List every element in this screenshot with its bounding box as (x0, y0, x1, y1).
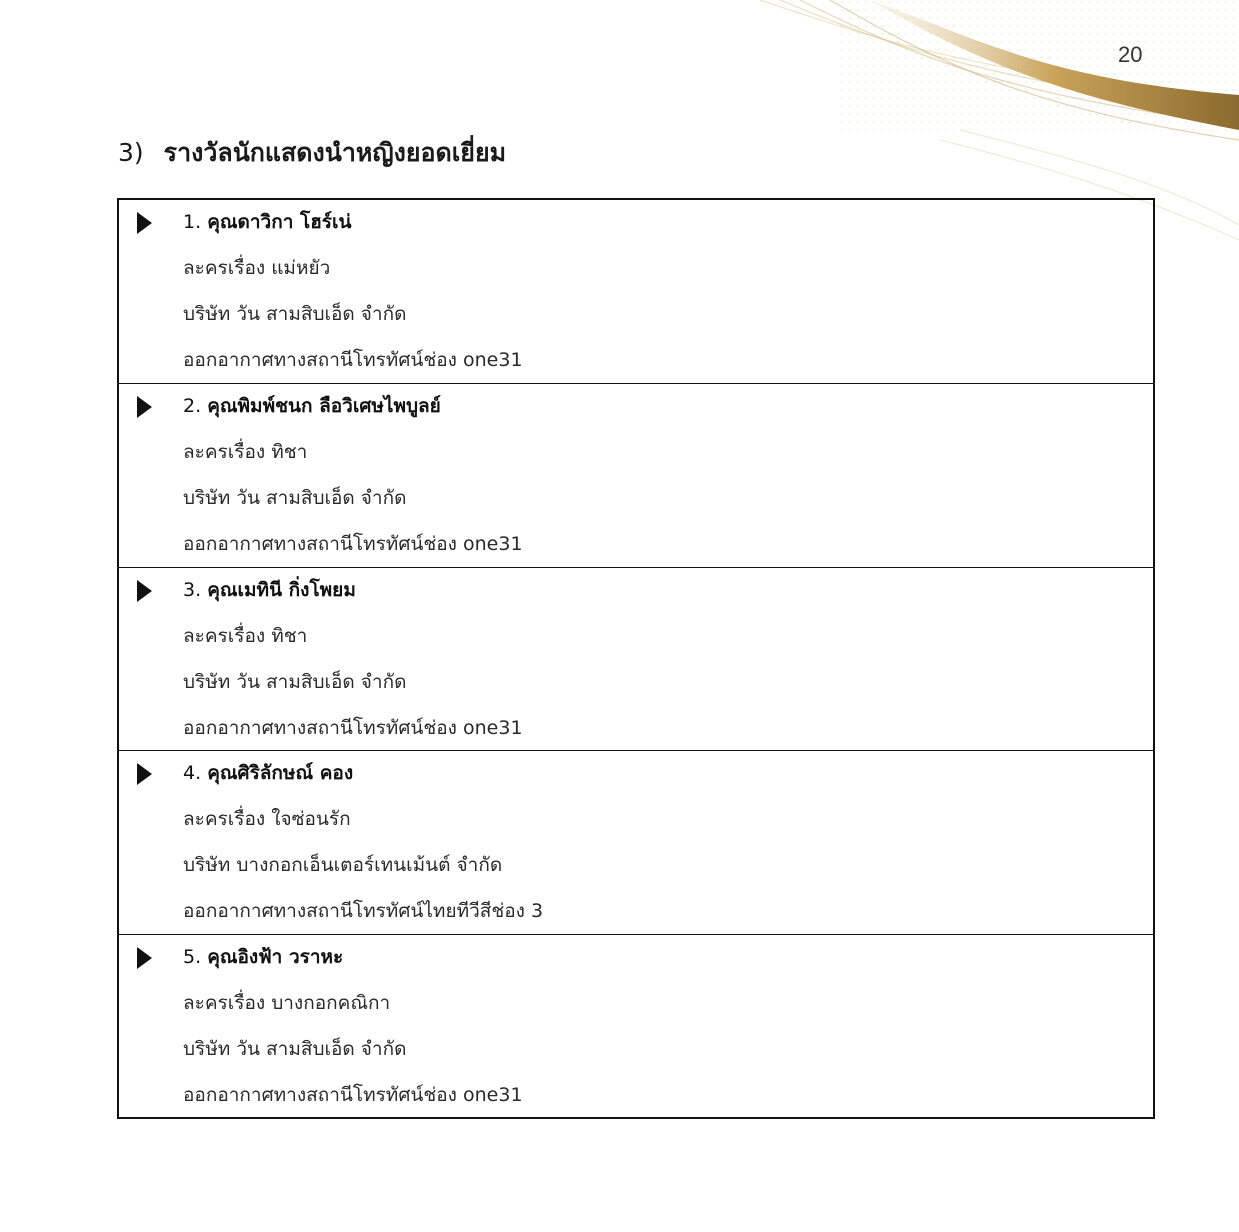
bullet-arrow-icon (137, 580, 152, 602)
bullet-arrow-icon (137, 212, 152, 234)
nominee-row (119, 200, 1153, 383)
nominee-name: คุณศิริลักษณ์ คอง (207, 762, 354, 785)
nominee-broadcast: ออกอากาศทางสถานีโทรทัศน์ช่อง one31 (183, 533, 523, 556)
nominee-index: 5. (183, 945, 202, 968)
bullet-arrow-icon (137, 763, 152, 785)
nominee-row (119, 750, 1153, 933)
bullet-arrow-icon (137, 396, 152, 418)
nominee-company: บริษัท วัน สามสิบเอ็ด จำกัด (183, 303, 407, 325)
nominee-index: 3. (183, 578, 202, 601)
nominee-index: 2. (183, 395, 202, 418)
nominee-table (117, 198, 1155, 1119)
section-heading (118, 133, 506, 173)
nominee-heading (183, 391, 441, 421)
nominee-name: คุณเมทินี กิ่งโพยม (207, 578, 356, 601)
nominee-drama: ละครเรื่อง แม่หยัว (183, 257, 331, 279)
section-number: 3) (118, 138, 144, 167)
nominee-index: 1. (183, 211, 202, 233)
nominee-row (119, 383, 1153, 566)
nominee-name: คุณดาวิกา โฮร์เน่ (207, 211, 352, 233)
nominee-drama: ละครเรื่อง ทิชา (183, 624, 308, 647)
nominee-row (119, 567, 1153, 750)
section-title: รางวัลนักแสดงนำหญิงยอดเยี่ยม (163, 138, 507, 167)
nominee-broadcast: ออกอากาศทางสถานีโทรทัศน์ช่อง one31 (183, 1083, 523, 1106)
nominee-heading (183, 942, 343, 972)
nominee-broadcast: ออกอากาศทางสถานีโทรทัศน์ช่อง one31 (183, 349, 523, 371)
nominee-company: บริษัท วัน สามสิบเอ็ด จำกัด (183, 670, 407, 693)
nominee-heading (183, 758, 353, 788)
nominee-name: คุณพิมพ์ชนก ลือวิเศษไพบูลย์ (207, 395, 441, 418)
nominee-company: บริษัท วัน สามสิบเอ็ด จำกัด (183, 1037, 407, 1060)
page-number: 20 (1118, 42, 1143, 67)
nominee-heading (183, 575, 356, 605)
nominee-name: คุณอิงฟ้า วราหะ (207, 945, 344, 968)
nominee-broadcast: ออกอากาศทางสถานีโทรทัศน์ช่อง one31 (183, 716, 523, 739)
nominee-drama: ละครเรื่อง ใจซ่อนรัก (183, 808, 351, 831)
nominee-heading (183, 207, 351, 237)
nominee-index: 4. (183, 762, 202, 785)
nominee-row (119, 934, 1153, 1117)
bullet-arrow-icon (137, 947, 152, 969)
nominee-company: บริษัท บางกอกเอ็นเตอร์เทนเม้นต์ จำกัด (183, 854, 503, 877)
nominee-company: บริษัท วัน สามสิบเอ็ด จำกัด (183, 487, 407, 510)
nominee-drama: ละครเรื่อง บางกอกคณิกา (183, 991, 391, 1014)
nominee-broadcast: ออกอากาศทางสถานีโทรทัศน์ไทยทีวีสีช่อง 3 (183, 900, 544, 923)
nominee-drama: ละครเรื่อง ทิชา (183, 441, 308, 464)
